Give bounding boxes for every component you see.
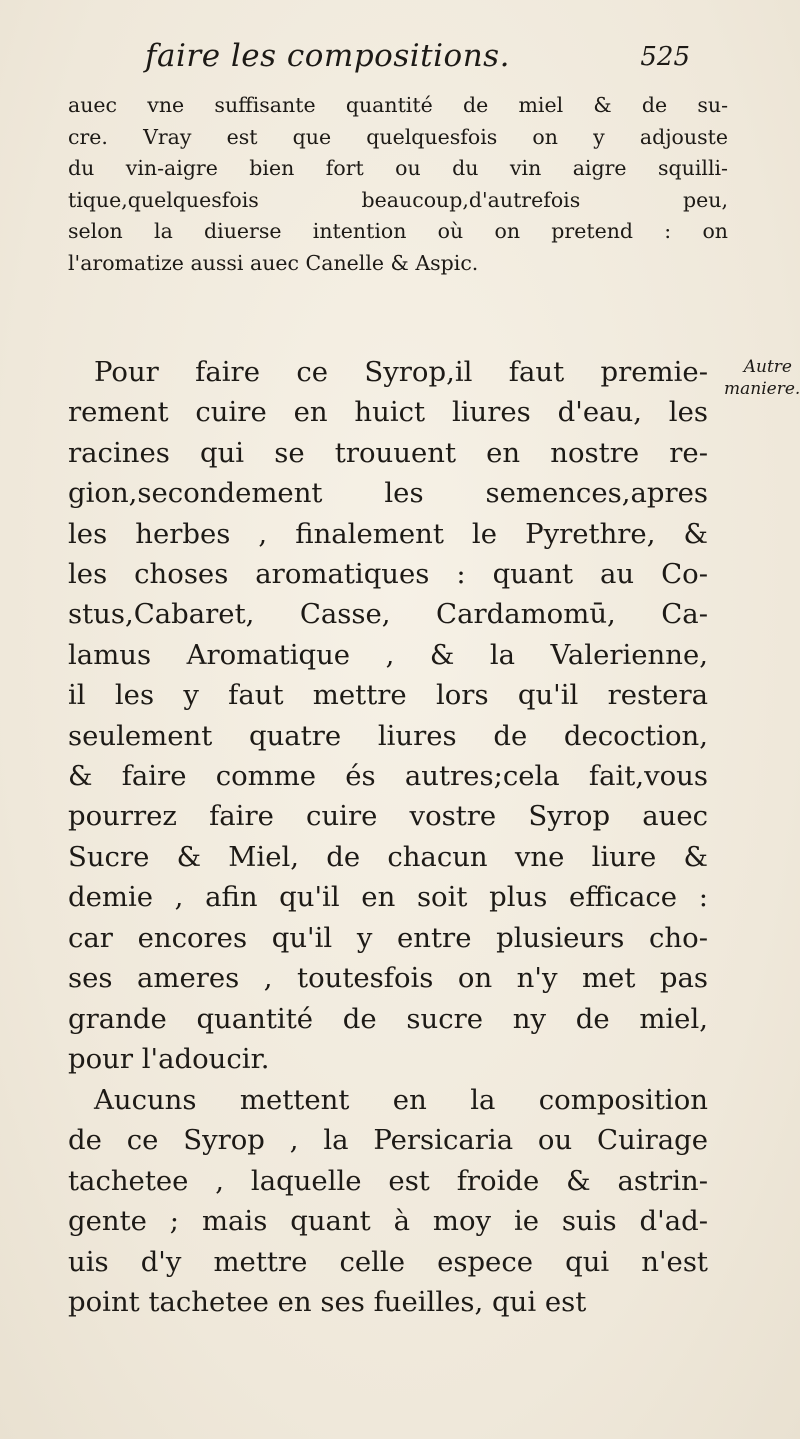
page-header xyxy=(145,38,690,78)
text-line: gion,secondement les semences,apres xyxy=(68,477,708,510)
text-line: ses ameres , toutesfois on n'y met pas xyxy=(68,962,708,995)
text-line: rement cuire en huict liures d'eau, les xyxy=(68,396,708,429)
text-line: gente ; mais quant à moy ie suis d'ad- xyxy=(68,1205,708,1238)
text-line: lamus Aromatique , & la Valerienne, xyxy=(68,638,708,671)
text-line: du vin-aigre bien fort ou du vin aigre squilli- xyxy=(68,156,728,180)
paragraph-continued xyxy=(68,90,728,279)
running-title: faire les compositions. xyxy=(145,38,510,74)
text-line: point tachetee en ses fueilles, qui est xyxy=(68,1286,587,1319)
text-line: de ce Syrop , la Persicaria ou Cuirage xyxy=(68,1124,708,1157)
text-line: l'aromatize aussi auec Canelle & Aspic. xyxy=(68,250,479,275)
text-line: Aucuns mettent en la composition xyxy=(94,1084,708,1116)
text-line: racines qui se trouuent en nostre re- xyxy=(68,436,708,469)
text-line: pour l'adoucir. xyxy=(68,1042,270,1075)
text-line: uis d'y mettre celle espece qui n'est xyxy=(68,1245,708,1278)
text-line: pourrez faire cuire vostre Syrop auec xyxy=(68,800,708,833)
text-line: seulement quatre liures de decoction, xyxy=(68,719,708,752)
text-line: Pour faire ce Syrop,il faut premie- xyxy=(94,356,708,388)
paragraph-syrop xyxy=(68,352,708,1079)
margin-note-line: maniere. xyxy=(724,379,800,399)
text-line: auec vne suffisante quantité de miel & de su- xyxy=(68,93,728,117)
text-line: car encores qu'il y entre plusieurs cho- xyxy=(68,921,708,954)
text-line: les choses aromatiques : quant au Co- xyxy=(68,558,708,591)
page-number: 525 xyxy=(640,42,690,72)
margin-note-line: Autre xyxy=(743,357,792,377)
text-line: cre. Vray est que quelquesfois on y adjouste xyxy=(68,124,728,149)
text-line: & faire comme és autres;cela fait,vous xyxy=(68,760,708,793)
text-line: Sucre & Miel, de chacun vne liure & xyxy=(68,840,708,873)
text-line: selon la diuerse intention où on pretend : on xyxy=(68,219,728,243)
margin-note xyxy=(724,356,800,400)
paragraph-persicaria xyxy=(68,1080,708,1322)
text-line: tachetee , laquelle est froide & astrin- xyxy=(68,1164,708,1197)
text-line: demie , afin qu'il en soit plus efficace : xyxy=(68,881,708,914)
text-line: grande quantité de sucre ny de miel, xyxy=(68,1002,708,1035)
text-line: les herbes , finalement le Pyrethre, & xyxy=(68,517,708,550)
text-line: il les y faut mettre lors qu'il restera xyxy=(68,679,708,712)
text-line: stus,Cabaret, Casse, Cardamomū, Ca- xyxy=(68,598,708,631)
text-line: tique,quelquesfois beaucoup,d'autrefois peu, xyxy=(68,187,728,212)
